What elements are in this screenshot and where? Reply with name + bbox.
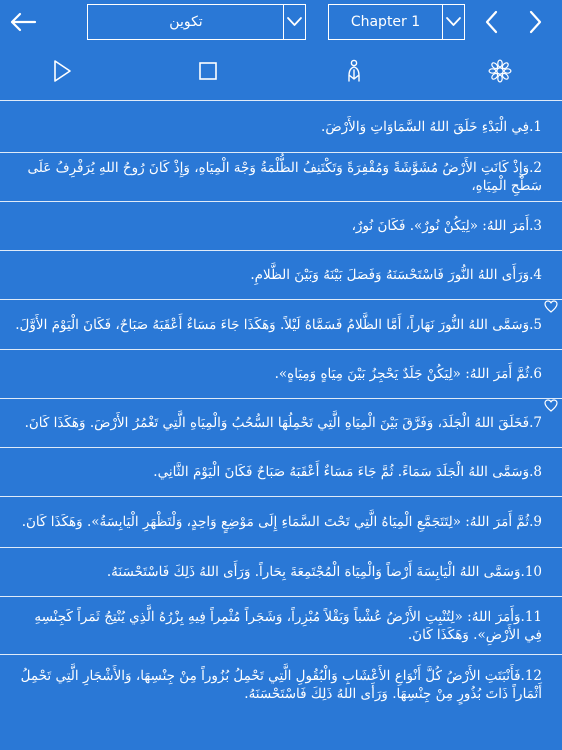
heart-icon[interactable] bbox=[544, 300, 558, 313]
verse-text: 5.وَسَمَّى اللهُ النُّورَ نَهَاراً، أَمَّا الظَّلامُ فَسَمَّاهُ لَيْلاً. وَهَكَذَا جَاءَ مَسَاءٌ أَعْقَبَهُ صَبَاحٌ، فَكَانَ الْيَوْمَ الأَوَّلَ. bbox=[15, 316, 542, 333]
settings-flower-icon[interactable] bbox=[487, 58, 513, 84]
verse-row[interactable] bbox=[0, 250, 562, 299]
toolbar bbox=[0, 52, 562, 92]
stop-icon[interactable] bbox=[195, 58, 221, 84]
book-dropdown[interactable] bbox=[87, 4, 306, 40]
chevron-right-icon[interactable] bbox=[524, 9, 546, 35]
top-bar bbox=[0, 0, 562, 44]
verse-row[interactable] bbox=[0, 447, 562, 496]
verse-text: 10.وَسَمَّى اللهُ الْيَابِسَةَ أَرْضاً وَالْمِيَاهَ الْمُجْتَمِعَةَ بِحَاراً. وَرَأَى اللهُ ذَلِكَ فَاسْتَحْسَنَهُ. bbox=[106, 564, 542, 580]
verse-text: 2.وَإِذْ كَانَتِ الأَرْضُ مُشَوَّشَةً وَمُقْفِرَةً وَتَكْتَنِفُ الظُّلْمَةُ وَجْهَ الْمِيَاهِ، وَإِذْ كَانَ رُوحُ اللهِ يُرَفْرِفُ عَلَى سَطْحِ الْمِيَاهِ، bbox=[27, 160, 542, 194]
verse-text: 4.وَرَأَى اللهُ النُّورَ فَاسْتَحْسَنَهُ وَفَصَلَ بَيْنَهُ وَبَيْنَ الظَّلامِ. bbox=[250, 267, 542, 283]
verse-row[interactable] bbox=[0, 299, 562, 349]
book-title: تكوين bbox=[169, 14, 203, 30]
verse-text: 9.ثُمَّ أَمَرَ اللهُ: «لِتَتَجَمَّعِ الْمِيَاهُ الَّتِي تَحْتَ السَّمَاءِ إِلَى مَوْضِعٍ وَاحِدٍ، وَلْتَظْهَرِ الْيَابِسَةُ». وَهَكَذَا كَانَ. bbox=[21, 514, 542, 530]
chapter-title: Chapter 1 bbox=[350, 14, 421, 30]
reading-person-icon[interactable] bbox=[341, 58, 367, 84]
chevron-down-icon[interactable] bbox=[283, 5, 305, 39]
chapter-dropdown[interactable] bbox=[328, 4, 465, 40]
back-arrow-icon[interactable] bbox=[8, 9, 38, 35]
verse-text: 3.أَمَرَ اللهُ: «لِيَكُنْ نُورٌ». فَكَانَ نُورٌ، bbox=[351, 218, 542, 234]
verse-text: 11.وَأَمَرَ اللهُ: «لِتُنْبِتِ الأَرْضُ عُشْباً وَبَقْلاً مُبْزِراً، وَشَجَراً مُثْمِراً فِيهِ بِزْرُهُ الَّذِي يُنْتِجُ ثَمَراً كَجِنْسِهِ فِي الأَرْضِ». وَهَكَذَا كَانَ. bbox=[34, 608, 542, 643]
verse-row[interactable] bbox=[0, 496, 562, 547]
play-icon[interactable] bbox=[49, 58, 75, 84]
verse-text: 1.فِي الْبَدْءِ خَلَقَ اللهُ السَّمَاوَاتِ وَالأَرْضَ. bbox=[321, 118, 542, 135]
verse-text: 12.فَأَنْبَتَتِ الأَرْضُ كُلَّ أَنْوَاعِ الأَعْشَابِ وَالْبُقُولِ الَّتِي تَحْمِلُ بُزُوراً مِنْ جِنْسِهَا، وَالأَشْجَارِ الَّتِي تَحْمِلُ أَثْمَاراً ذَاتَ بُذُورٍ مِنْ جِنْسِهَا. وَرَأَى اللهُ ذَلِكَ فَاسْتَحْسَنَهُ. bbox=[20, 667, 542, 702]
verse-row[interactable] bbox=[0, 152, 562, 201]
verse-row[interactable] bbox=[0, 398, 562, 447]
verse-row[interactable] bbox=[0, 201, 562, 250]
verse-row[interactable] bbox=[0, 596, 562, 654]
verse-row[interactable] bbox=[0, 654, 562, 714]
verse-row[interactable] bbox=[0, 547, 562, 596]
verse-text: 6.ثُمَّ أَمَرَ اللهُ: «لِيَكُنْ جَلَدٌ يَحْجِزُ بَيْنَ مِيَاهٍ وَمِيَاهٍ». bbox=[274, 366, 542, 382]
verse-row[interactable] bbox=[0, 349, 562, 398]
chevron-down-icon[interactable] bbox=[442, 5, 464, 39]
verse-row[interactable] bbox=[0, 100, 562, 152]
heart-icon[interactable] bbox=[544, 399, 558, 412]
verse-list[interactable] bbox=[0, 100, 562, 714]
verse-text: 8.وَسَمَّى اللهُ الْجَلَدَ سَمَاءً. ثُمَّ جَاءَ مَسَاءٌ أَعْقَبَهُ صَبَاحٌ فَكَانَ الْيَوْمَ الثَّانِي. bbox=[153, 464, 542, 480]
chevron-left-icon[interactable] bbox=[481, 9, 503, 35]
verse-text: 7.فَخَلَقَ اللهُ الْجَلَدَ، وَفَرَّقَ بَيْنَ الْمِيَاهِ الَّتِي تَحْمِلُهَا السُّحُبُ وَالْمِيَاهِ الَّتِي تَغْمُرُ الأَرْضَ. وَهَكَذَا كَانَ. bbox=[24, 415, 542, 431]
